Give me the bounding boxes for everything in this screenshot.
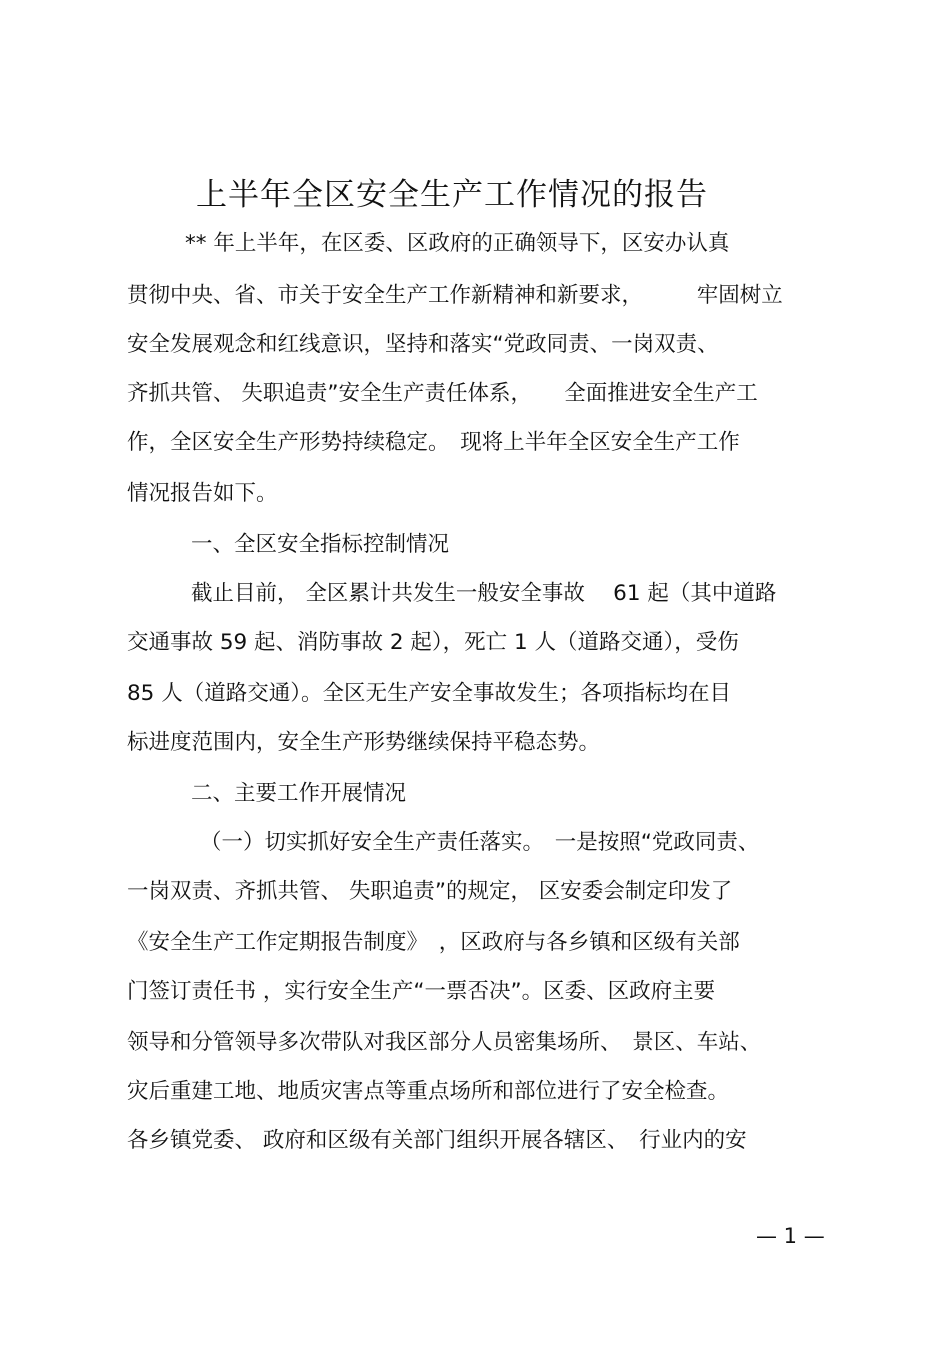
body-line: 一岗双责、齐抓共管、 失职追责”的规定， 区安委会制定印发了 — [127, 879, 733, 904]
body-line: 《安全生产工作定期报告制度》 ，区政府与各乡镇和区级有关部 — [127, 930, 740, 955]
body-line: 贯彻中央、省、市关于安全生产工作新精神和新要求， 牢固树立 — [127, 283, 783, 308]
body-line: 各乡镇党委、 政府和区级有关部门组织开展各辖区、 行业内的安 — [127, 1128, 747, 1153]
body-line: 截止目前， 全区累计共发生一般安全事故 61 起（其中道路 — [191, 581, 777, 606]
body-line: 作，全区安全生产形势持续稳定。 现将上半年全区安全生产工作 — [127, 430, 740, 455]
body-line: 齐抓共管、 失职追责”安全生产责任体系， 全面推进安全生产工 — [127, 381, 758, 406]
body-line: 标进度范围内，安全生产形势继续保持平稳态势。 — [127, 730, 601, 755]
body-line: （一）切实抓好安全生产责任落实。 一是按照“党政同责、 — [200, 830, 760, 855]
body-line: 领导和分管领导多次带队对我区部分人员密集场所、 景区、车站、 — [127, 1030, 762, 1055]
body-line: 安全发展观念和红线意识，坚持和落实“党政同责、一岗双责、 — [127, 332, 719, 357]
body-line: 交通事故 59 起、消防事故 2 起），死亡 1 人（道路交通），受伤 — [127, 630, 739, 655]
section-heading-2: 二、主要工作开展情况 — [191, 781, 407, 806]
body-line: 门签订责任书 ，实行安全生产“一票否决”。区委、区政府主要 — [127, 979, 716, 1004]
body-line: ** 年上半年，在区委、区政府的正确领导下，区安办认真 — [185, 231, 730, 256]
body-line: 85 人（道路交通）。全区无生产安全事故发生；各项指标均在目 — [127, 681, 731, 706]
document-title: 上半年全区安全生产工作情况的报告 — [196, 177, 708, 213]
section-heading-1: 一、全区安全指标控制情况 — [191, 532, 450, 557]
page-number: — 1 — — [756, 1224, 825, 1248]
body-line: 灾后重建工地、地质灾害点等重点场所和部位进行了安全检查。 — [127, 1079, 730, 1104]
body-line: 情况报告如下。 — [127, 481, 278, 506]
